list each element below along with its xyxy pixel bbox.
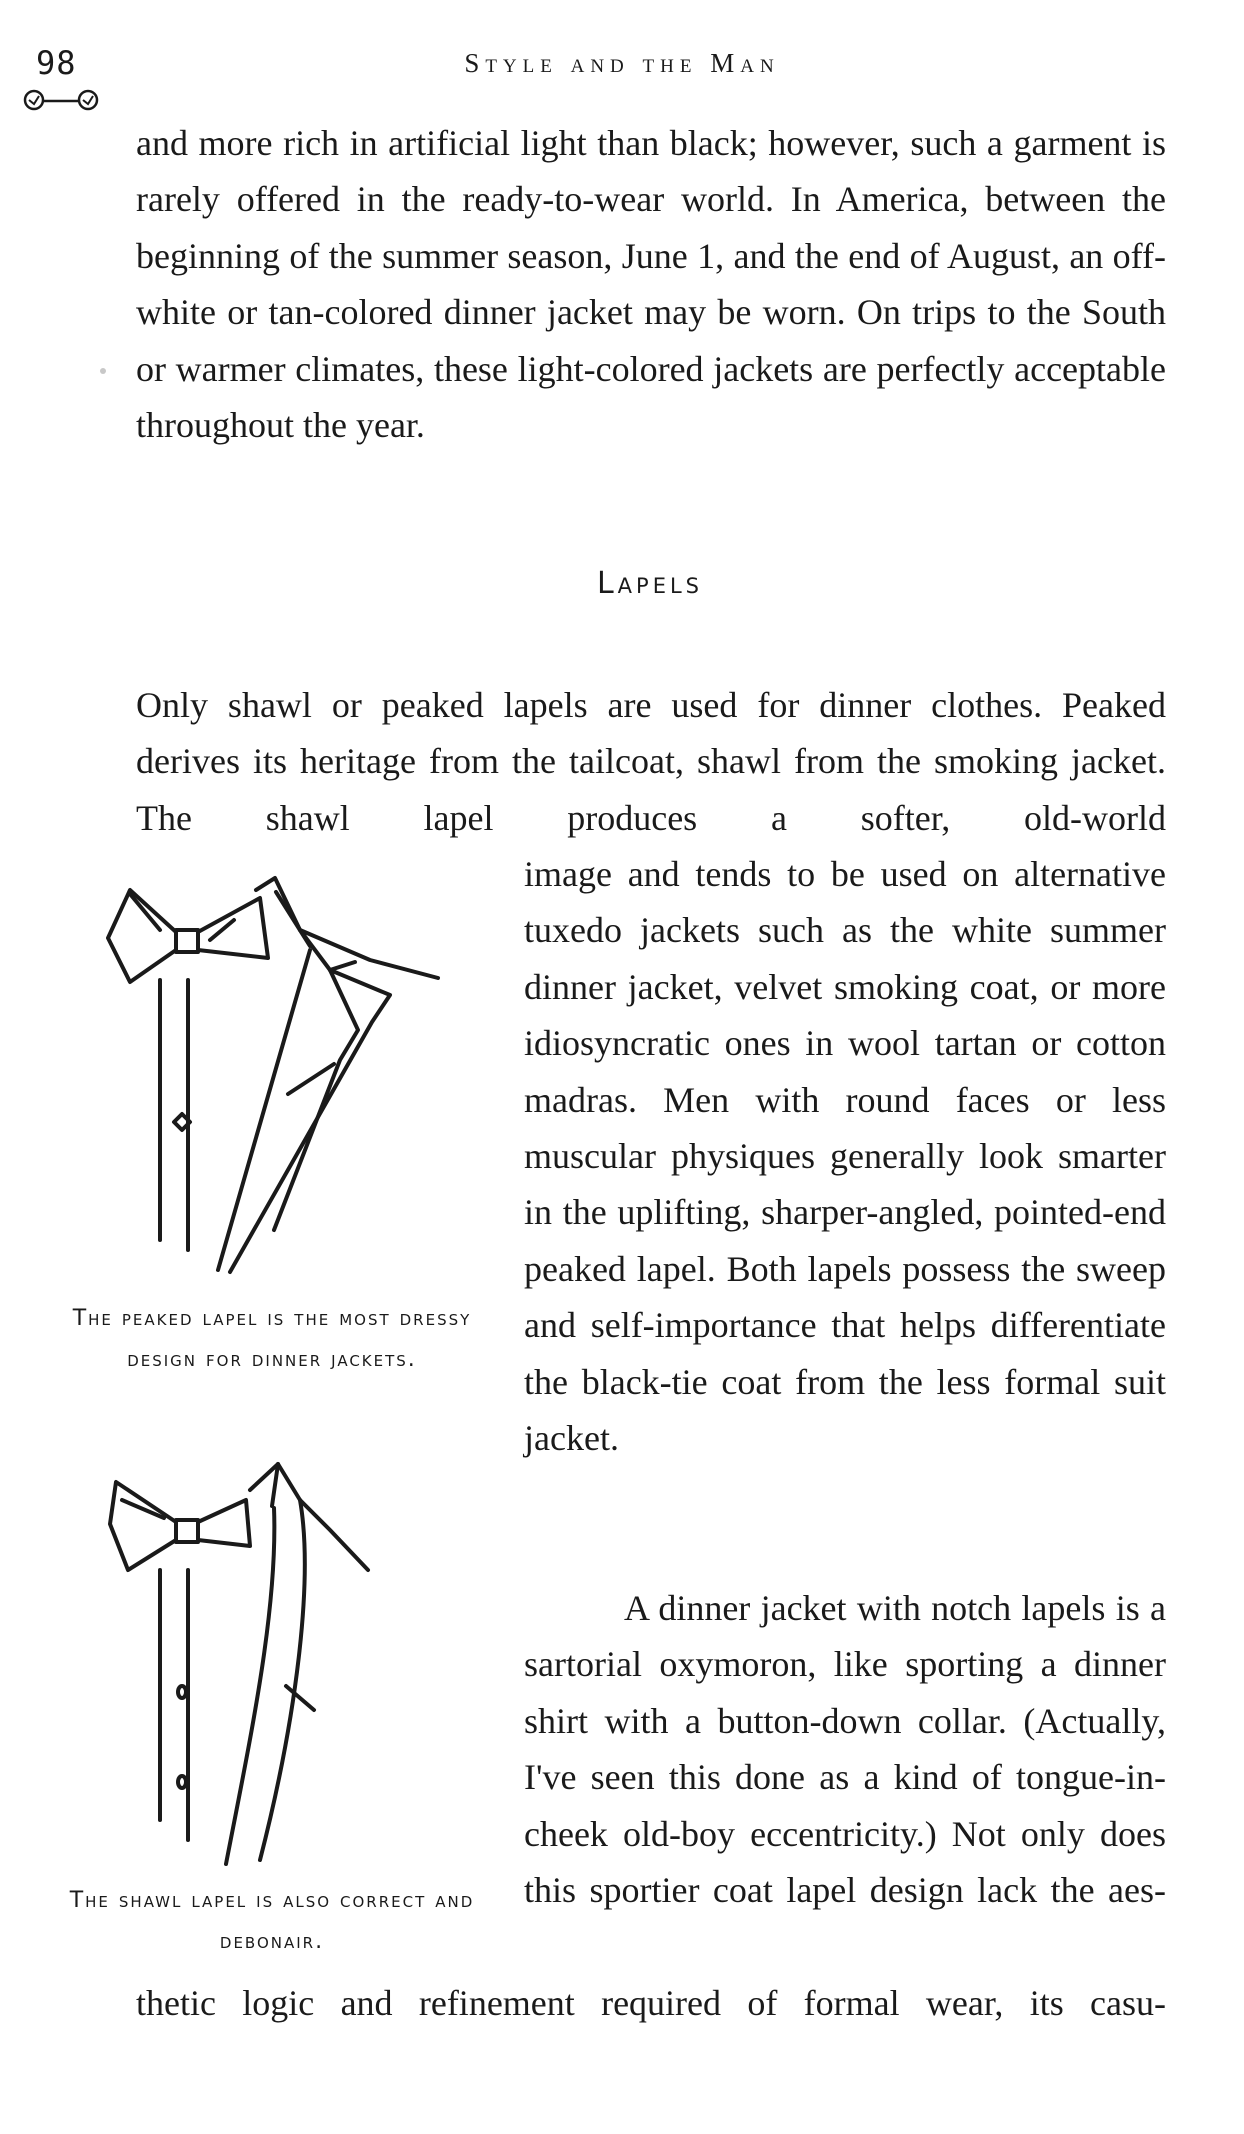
ornament-icon xyxy=(22,88,100,112)
intro-paragraph: and more rich in artificial light than black; however, such a garment is rarely offered in the ready-to-wear world. In America, between the beginning of the summer season, June 1, and the end of August, an off-white or tan-colored dinner jacket may be worn. On trips to the South or warmer climates, these light-colored jackets are perfectly acceptable throughout the year. xyxy=(136,123,1166,446)
lapels-paragraph-column: image and tends to be used on alternative tuxedo jackets such as the white summer dinner jacket, velvet smoking coat, or more idiosyncratic ones in wool tartan or cotton madras. Men with round faces or less muscular physiques generally look smarter in the uplifting, sharper-angled, pointed-end peaked lapel. Both lapels possess the sweep and self-importance that helps differentiate the black-tie coat from the less formal suit jacket. xyxy=(524,854,1166,1459)
shawl-lapel-caption: The shawl lapel is also correct and debonair. xyxy=(69,1888,475,1954)
peaked-lapel-icon xyxy=(100,870,450,1290)
notch-paragraph-column: A dinner jacket with notch lapels is a sartorial oxymoron, like sporting a dinner shirt with a button-down collar. (Actually, I've seen this done as a kind of tongue-in-cheek old-boy eccentricity.) Not only does this sportier coat lapel design lack the aes- xyxy=(524,1588,1166,1911)
lapels-paragraph-full-lines: Only shawl or peaked lapels are used for dinner clothes. Peaked derives its heritage from the tailcoat, shawl from the smoking jacket. The shawl lapel produces a softer, old-world xyxy=(136,685,1166,838)
notch-paragraph-full-line: thetic logic and refinement required of formal wear, its casu- xyxy=(136,1983,1166,2023)
section-heading: Lapels xyxy=(596,566,704,601)
peaked-lapel-caption: The peaked lapel is the most dressy design for dinner jackets. xyxy=(72,1306,472,1372)
stray-dot xyxy=(100,368,106,374)
page-number: 98 xyxy=(36,44,77,82)
running-title: Style and the Man xyxy=(464,48,780,78)
shawl-lapel-icon xyxy=(100,1460,450,1880)
